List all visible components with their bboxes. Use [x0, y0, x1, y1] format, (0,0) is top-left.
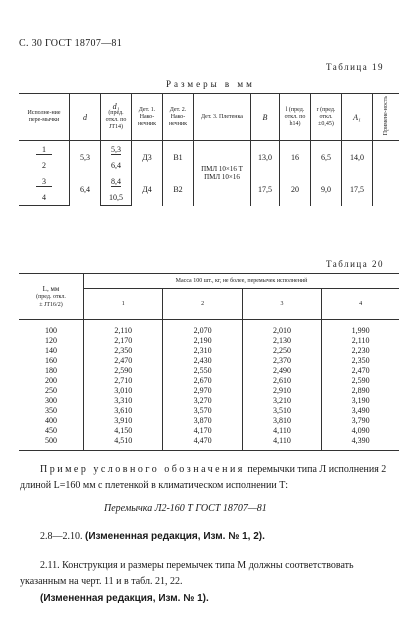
t19-cell-det3: ПМЛ 10×16	[194, 173, 251, 206]
t20-body	[19, 320, 399, 451]
t20-cell-mass: 2,890	[322, 386, 399, 396]
t19-cell-det3: ПМЛ 10×16 Т	[194, 141, 251, 174]
t20-cell-mass: 2,710	[84, 376, 163, 386]
t20-row	[19, 356, 399, 366]
t20-row	[19, 376, 399, 386]
t19-cell-r: 6,5	[311, 141, 342, 174]
t20-cell-L: 400	[45, 416, 57, 425]
t20-cell-mass: 2,110	[322, 336, 399, 346]
example-lead: Пример условного обозначения	[40, 464, 245, 475]
t19-h-d: d	[70, 94, 101, 141]
t20-cell-L: 140	[45, 346, 57, 355]
t20-cell-mass: 4,470	[163, 436, 242, 451]
t20-cell-mass: 2,350	[84, 346, 163, 356]
t20-h-mass: Масса 100 шт., кг, не более, перемычек исполнений	[84, 274, 400, 289]
t19-cell-det1: Д3	[132, 141, 163, 174]
t20-cell-mass: 3,310	[84, 396, 163, 406]
t19-h-r: r (пред. откл. ±0,45)	[311, 94, 342, 141]
t20-row	[19, 386, 399, 396]
t20-h-col: 1	[84, 289, 163, 320]
t20-cell-L: 120	[45, 336, 57, 345]
t20-cell-mass: 2,110	[84, 320, 163, 337]
t20-cell-mass: 3,210	[242, 396, 321, 406]
t20-cell-mass: 2,670	[163, 376, 242, 386]
t20-row	[19, 436, 399, 451]
t19-cell-det2: В1	[163, 141, 194, 174]
t20-cell-mass: 2,250	[242, 346, 321, 356]
t20-cell-mass: 3,190	[322, 396, 399, 406]
t19-cell-d: 5,3	[70, 141, 101, 174]
t20-row	[19, 320, 399, 337]
t20-row	[19, 406, 399, 416]
t19-h-l: l (пред. откл. по h14)	[280, 94, 311, 141]
note-28	[40, 531, 265, 542]
t20-cell-mass: 2,010	[242, 320, 321, 337]
t20-cell-mass: 2,490	[242, 366, 321, 376]
t20-cell-mass: 4,150	[84, 426, 163, 436]
example-rest: перемычки типа Л исполнения 2 длиной L=160 мм с плетенкой в климатическом исполнении Т:	[20, 464, 387, 491]
t20-cell-mass: 2,970	[163, 386, 242, 396]
table19-title: Размеры в мм	[166, 79, 255, 89]
paragraph-211: 2.11. Конструкция и размеры перемычек типа М должны соответствовать указанным на черт. 11 и в табл. 21, 22.	[20, 560, 354, 587]
t20-cell-mass: 2,610	[242, 376, 321, 386]
t20-row	[19, 396, 399, 406]
table19-caption: Таблица 19	[326, 62, 384, 72]
t20-cell-mass: 2,550	[163, 366, 242, 376]
t20-cell-mass: 3,910	[84, 416, 163, 426]
t20-cell-mass: 2,310	[163, 346, 242, 356]
t20-cell-mass: 3,270	[163, 396, 242, 406]
t20-cell-mass: 2,470	[84, 356, 163, 366]
t20-cell-mass: 3,010	[84, 386, 163, 396]
t20-cell-mass: 4,390	[322, 436, 399, 451]
t20-cell-mass: 2,430	[163, 356, 242, 366]
designation: Перемычка Л2-160 Т ГОСТ 18707—81	[104, 503, 267, 514]
t19-cell-exec: 2	[42, 160, 46, 170]
t20-cell-mass: 3,610	[84, 406, 163, 416]
t20-cell-mass: 2,230	[322, 346, 399, 356]
t20-cell-L: 160	[45, 356, 57, 365]
t20-cell-mass: 2,130	[242, 336, 321, 346]
t19-cell-apply	[373, 141, 400, 206]
table19	[19, 93, 399, 206]
t19-h-det2: Дет. 2. Нако-нечник	[163, 94, 194, 141]
t19-h-apply	[373, 94, 400, 141]
t19-cell-d1: 6,4	[101, 157, 132, 173]
t20-h-col: 4	[322, 289, 399, 320]
t20-cell-L: 350	[45, 406, 57, 415]
t20-cell-mass: 4,510	[84, 436, 163, 451]
note-28-text: (Измененная редакция, Изм. № 1, 2).	[85, 531, 265, 542]
t19-cell-l: 16	[280, 141, 311, 174]
t20-cell-L: 300	[45, 396, 57, 405]
note-last: (Измененная редакция, Изм. № 1).	[40, 593, 209, 604]
t20-cell-mass: 4,110	[242, 426, 321, 436]
t20-h-L-tol2: ± JT16/2)	[39, 301, 63, 308]
t19-cell-l: 20	[280, 173, 311, 206]
t20-cell-mass: 2,470	[322, 366, 399, 376]
t19-h-d1	[101, 94, 132, 141]
t20-h-col: 2	[163, 289, 242, 320]
t20-h-L-tol: (пред. откл.	[36, 293, 66, 300]
t20-cell-L: 180	[45, 366, 57, 375]
t19-cell-d1: 5,3	[101, 141, 132, 158]
t20-row	[19, 426, 399, 436]
t20-cell-mass: 3,570	[163, 406, 242, 416]
t19-h-d1-sym: d₁	[112, 102, 120, 111]
t20-cell-mass: 4,110	[242, 436, 321, 451]
t19-cell-r: 9,0	[311, 173, 342, 206]
t19-row	[19, 141, 399, 158]
t20-cell-L: 450	[45, 426, 57, 435]
t20-cell-L: 250	[45, 386, 57, 395]
t20-cell-mass: 3,810	[242, 416, 321, 426]
t20-cell-mass: 1,990	[322, 320, 399, 337]
t19-h-exec: Исполне-ние пере-мычки	[19, 94, 70, 141]
t19-cell-d: 6,4	[70, 173, 101, 206]
t20-h-L	[19, 274, 84, 320]
t20-h-L-label: L, мм	[42, 284, 60, 293]
t20-cell-mass: 3,870	[163, 416, 242, 426]
t20-cell-L: 500	[19, 436, 84, 451]
table20-caption: Таблица 20	[326, 259, 384, 269]
t20-row	[19, 366, 399, 376]
t20-cell-L: 200	[45, 376, 57, 385]
t19-h-det1: Дет. 1. Нако-нечник	[132, 94, 163, 141]
t19-h-det3: Дет. 3. Плетенка	[194, 94, 251, 141]
t19-cell-exec: 1	[19, 141, 70, 158]
t20-row	[19, 336, 399, 346]
table20	[19, 273, 399, 451]
t19-cell-B: 13,0	[251, 141, 280, 174]
t20-h-col: 3	[242, 289, 321, 320]
t20-cell-L: 100	[45, 326, 57, 335]
t19-row	[19, 173, 399, 189]
t20-row	[19, 416, 399, 426]
t19-cell-exec: 3	[19, 173, 70, 189]
t20-cell-mass: 2,070	[163, 320, 242, 337]
note-28-num: 2.8—2.10.	[40, 531, 83, 542]
t19-h-B: B	[251, 94, 280, 141]
t20-cell-mass: 3,790	[322, 416, 399, 426]
t20-cell-mass: 2,370	[242, 356, 321, 366]
t20-row	[19, 346, 399, 356]
t19-cell-d1: 10,5	[101, 189, 132, 206]
t20-cell-mass: 2,170	[84, 336, 163, 346]
t19-cell-A1: 17,5	[342, 173, 373, 206]
page-header: С. 30 ГОСТ 18707—81	[19, 38, 123, 49]
t20-cell-mass: 2,350	[322, 356, 399, 366]
t19-cell-B: 17,5	[251, 173, 280, 206]
t20-cell-mass: 2,590	[322, 376, 399, 386]
t20-cell-mass: 4,090	[322, 426, 399, 436]
t20-cell-mass: 2,590	[84, 366, 163, 376]
t19-h-d1-tol: (пред. откл. по JT14)	[105, 110, 127, 130]
t19-cell-exec: 4	[19, 189, 70, 206]
t20-cell-mass: 3,510	[242, 406, 321, 416]
t19-cell-A1: 14,0	[342, 141, 373, 174]
t19-cell-d1: 8,4	[101, 173, 132, 189]
t19-h-A1: A₁	[342, 94, 373, 141]
example-paragraph	[20, 462, 400, 494]
t20-cell-mass: 2,190	[163, 336, 242, 346]
t20-cell-mass: 4,170	[163, 426, 242, 436]
t20-cell-mass: 2,910	[242, 386, 321, 396]
t19-cell-det2: В2	[163, 173, 194, 206]
t19-h-apply-text: Примене-ность	[382, 95, 389, 136]
t19-cell-det1: Д4	[132, 173, 163, 206]
t20-cell-mass: 3,490	[322, 406, 399, 416]
